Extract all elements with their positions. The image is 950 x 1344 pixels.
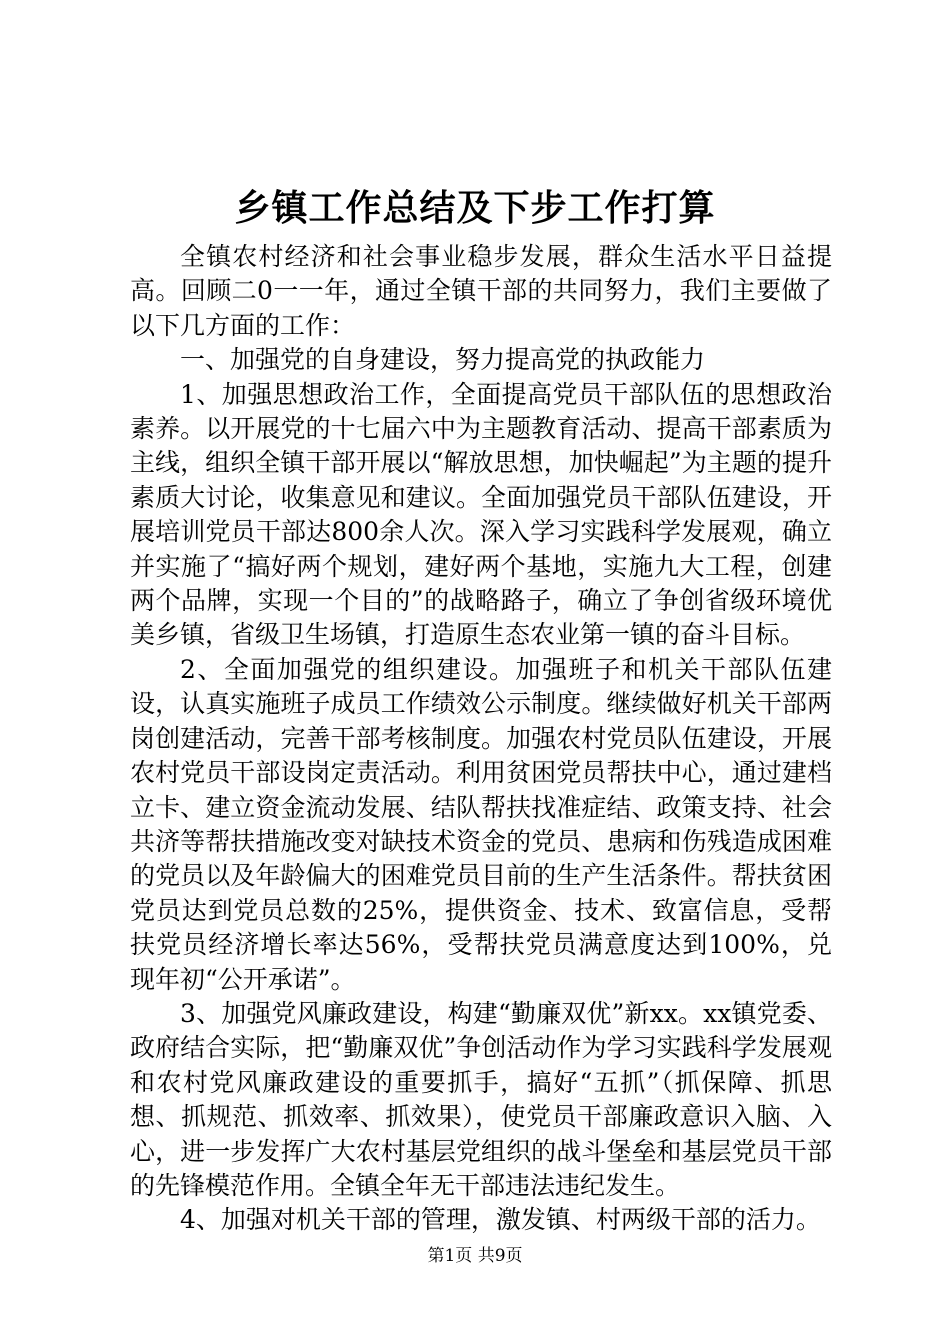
paragraph-intro: 全镇农村经济和社会事业稳步发展，群众生活水平日益提高。回顾二0一一年，通过全镇干部的共同努力，我们主要做了以下几方面的工作： — [130, 242, 832, 340]
page-number-footer: 第1页 共9页 — [427, 1246, 523, 1266]
paragraph-item-2: 2、全面加强党的组织建设。加强班子和机关干部队伍建设，认真实施班子成员工作绩效公示制度。继续做好机关干部两岗创建活动，完善干部考核制度。加强农村党员队伍建设，开展农村党员干部设岗定责活动。利用贫困党员帮扶中心，通过建档立卡、建立资金流动发展、结队帮扶找准症结、政策支持、社会共济等帮扶措施改变对缺技术资金的党员、患病和伤残造成困难的党员以及年龄偏大的困难党员目前的生产生活条件。帮扶贫困党员达到党员总数的25%，提供资金、技术、致富信息，受帮扶党员经济增长率达56%，受帮扶党员满意度达到100%，兑现年初“公开承诺”。 — [130, 654, 832, 994]
paragraph-item-3: 3、加强党风廉政建设，构建“勤廉双优”新xx。xx镇党委、政府结合实际，把“勤廉双优”争创活动作为学习实践科学发展观和农村党风廉政建设的重要抓手，搞好“五抓”（抓保障、抓思想、抓规范、抓效率、抓效果），使党员干部廉政意识入脑、入心，进一步发挥广大农村基层党组织的战斗堡垒和基层党员干部的先锋模范作用。全镇全年无干部违法违纪发生。 — [130, 998, 832, 1200]
paragraph-item-1: 1、加强思想政治工作，全面提高党员干部队伍的思想政治素养。以开展党的十七届六中为主题教育活动、提高干部素质为主线，组织全镇干部开展以“解放思想，加快崛起”为主题的提升素质大讨论，收集意见和建议。全面加强党员干部队伍建设，开展培训党员干部达800余人次。深入学习实践科学发展观，确立并实施了“搞好两个规划，建好两个基地，实施九大工程，创建两个品牌，实现一个目的”的战略路子，确立了争创省级环境优美乡镇，省级卫生场镇，打造原生态农业第一镇的奋斗目标。 — [130, 379, 832, 650]
section-heading-1: 一、加强党的自身建设，努力提高党的执政能力 — [180, 345, 706, 375]
document-body — [130, 240, 832, 1238]
document-title: 乡镇工作总结及下步工作打算 — [234, 187, 716, 229]
paragraph-item-4: 4、加强对机关干部的管理，激发镇、村两级干部的活力。 — [180, 1205, 821, 1235]
